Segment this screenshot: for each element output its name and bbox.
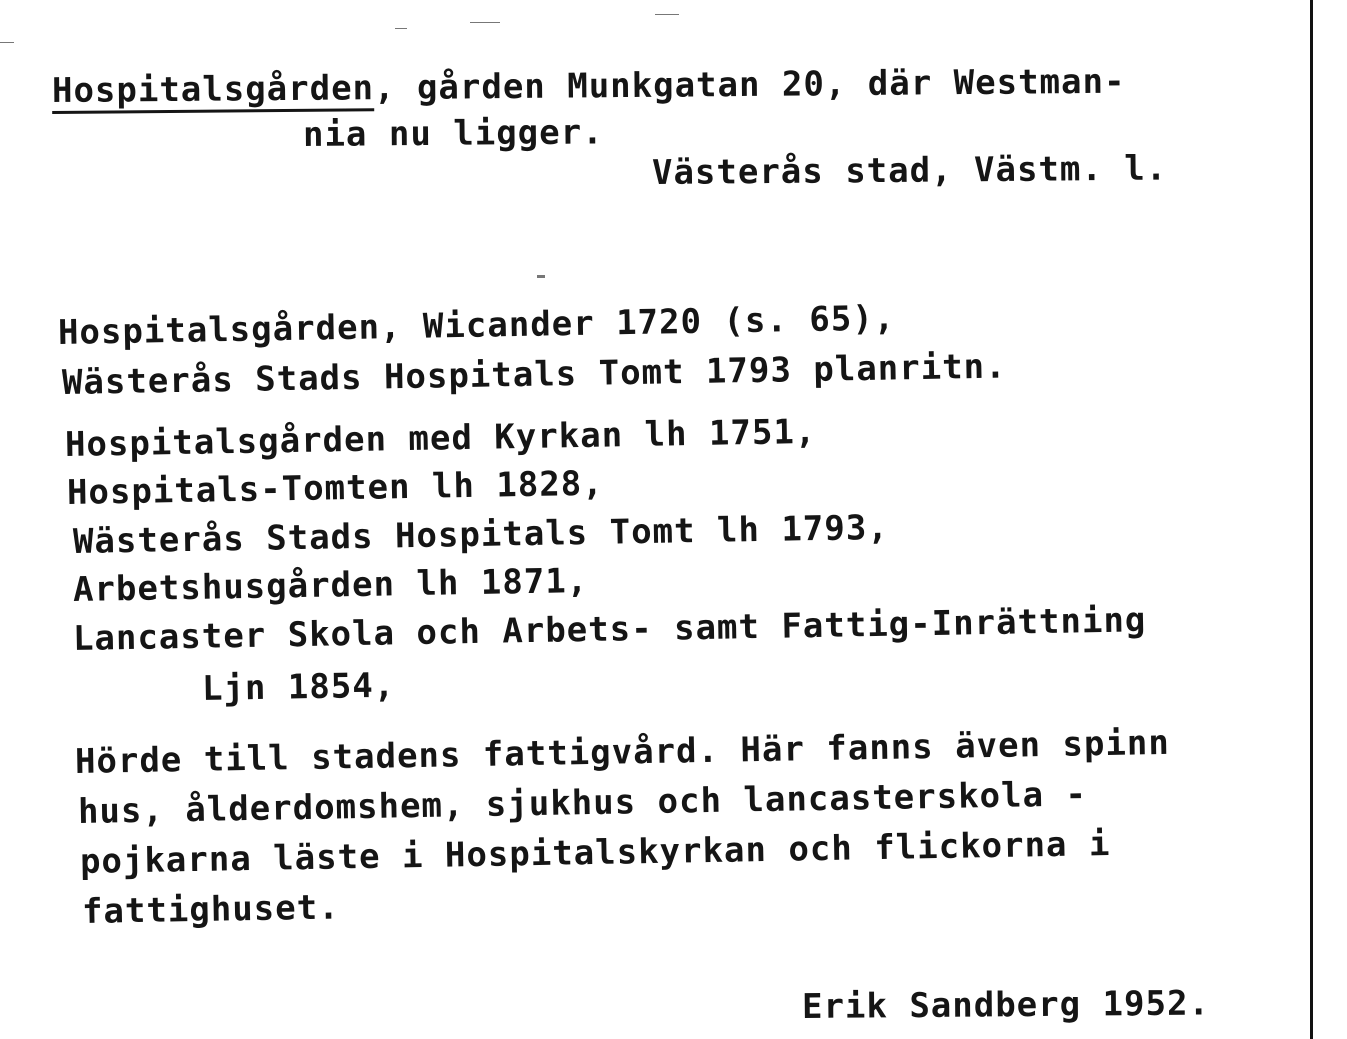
card-title-continuation: nia nu ligger. [302, 112, 604, 155]
scan-speck [470, 22, 500, 23]
reference-item: Ljn 1854, [201, 665, 396, 709]
scan-speck [655, 14, 679, 15]
card-title: Hospitalsgården [51, 68, 375, 111]
note-line: Hörde till stadens fattigvård. Här fanns även spinn [74, 722, 1171, 782]
reference-item: Lancaster Skola och Arbets- samt Fattig-Inrättning [72, 600, 1147, 659]
location: Västerås stad, Västm. l. [651, 148, 1168, 193]
card-title-rest: , gården Munkgatan 20, där Westman- [373, 61, 1126, 109]
reference-item: Hospitals-Tomten lh 1828, [66, 463, 605, 513]
reference-item: Arbetshusgården lh 1871, [72, 561, 589, 610]
reference-item: Hospitalsgården, Wicander 1720 (s. 65), [57, 298, 896, 353]
card-edge-line [1310, 0, 1313, 1039]
note-line: fattighuset. [81, 887, 340, 932]
reference-item: Hospitalsgården med Kyrkan lh 1751, [64, 411, 817, 465]
reference-item: Wästerås Stads Hospitals Tomt lh 1793, [72, 507, 890, 562]
card-title-line [51, 61, 1126, 111]
note-line: hus, ålderdomshem, sjukhus och lancasterskola - [77, 774, 1088, 832]
scan-speck [0, 42, 14, 43]
signature: Erik Sandberg 1952. [801, 983, 1211, 1027]
scan-speck [395, 28, 407, 29]
reference-item: Wästerås Stads Hospitals Tomt 1793 planritn. [61, 346, 1007, 403]
scan-speck [537, 275, 545, 278]
note-line: pojkarna läste i Hospitalskyrkan och flickorna i [79, 824, 1111, 882]
